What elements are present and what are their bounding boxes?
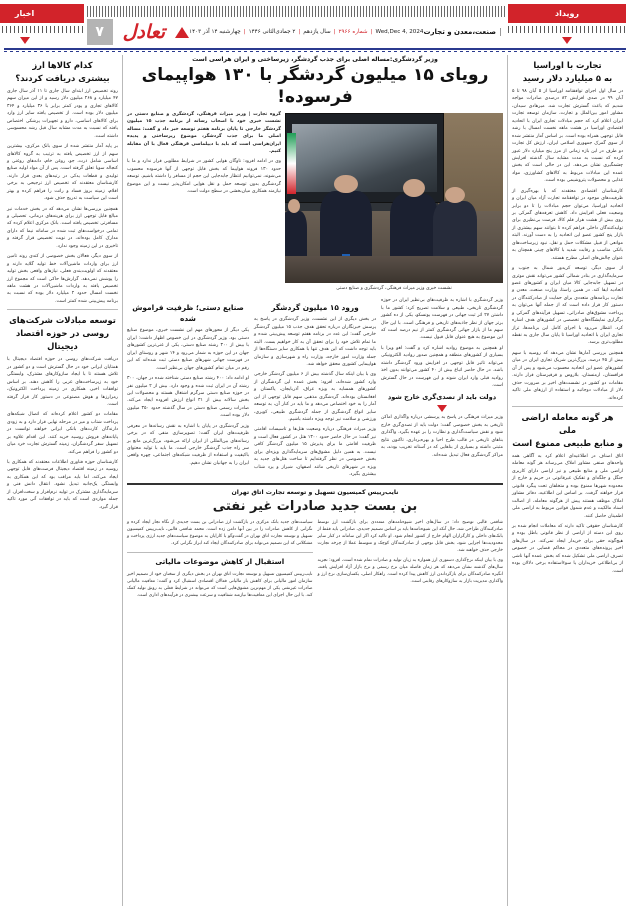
right-sidebar-column [509, 55, 626, 906]
page-content [0, 52, 630, 906]
gregorian-date: Wed,Dec 4, 2024 [375, 29, 424, 36]
issue-number: شماره ۲۹۶۶ [338, 29, 368, 36]
masthead-left-flag [0, 4, 84, 46]
left-ruler-decoration [0, 23, 84, 36]
right-body-4: همچنین بررسی آمارها نشان می‌دهد که روسیه با سهم بیش از ۴۵ درصد، بزرگ‌ترین شریک تجاری ایران در میان کشورهای عضو این اتحادیه محسوب می‌شود و پس از آن قزاقستان، ارمنستان، بلاروس و قرقیزستان قرار دارند. مقامات دو کشور در نشست‌های اخیر بر ضرورت حذف دلار از مبادلات دوجانبه و استفاده از ارزهای ملی تاکید کرده‌اند. [512, 350, 623, 401]
right-section2-body: اتاق اصناف در اطلاعیه‌ای اعلام کرد به آگاهی همه واحدهای صنفی مشاور املاک می‌رساند هر گونه معامله اراضی ملی و منابع طبیعی و نیز اراضی دارای کاربری جنگل و جلگه‌ای و تفکیک غیرقانونی در حریم و خارج از محدوده شهرها ممنوع بوده و متخلفان تحت پیگرد قانونی قرار خواهند گرفت. بر اساس این اطلاعیه، دفاتر مشاور املاک موظف هستند پیش از هرگونه معامله، از اصالت اسناد مالکیت و عدم شمول قوانین مربوط به اراضی ملی اطمینان حاصل کنند. [512, 454, 623, 519]
bottom-sub-p: نایب‌رییس کمیسیون تسهیل و توسعه تجارت اتاق تهران در بخش دیگری از سخنان خود از تصمیم اخیر سازمان امور مالیاتی برای کاهش بار مالیاتی فعالان اقتصادی استقبال کرد و گفت: معافیت مالیاتی صادرات غیرنفتی یکی از مهم‌ترین مشوق‌هایی است که می‌تواند در شرایط فعلی به رونق تولید کمک کند. با این حال اجرای این معافیت‌ها نیازمند شفافیت و سرعت بیشتری در فرآیندهای اداری است. [127, 571, 313, 598]
year-label: سال یازدهم [303, 29, 331, 36]
main-col3-head: صنایع دستی؛ ظرفیت فراموش شده [132, 303, 244, 324]
main-col1-p1: وی در ادامه افزود: ناوگان هوایی کشور در شرایط مطلوبی قرار ندارد و ما با حدود ۱۳۰ فروند هواپیما که بخش قابل توجهی از آنها فرسوده محسوب می‌شوند، نمی‌توانیم انتظار جابه‌جایی این حجم از مسافر را داشته باشیم. توسعه گردشگری بدون توسعه حمل و نقل هوایی امکان‌پذیر نیست و این موضوع نیازمند همکاری میان‌بخشی در سطح دولت است. [127, 159, 281, 195]
bottom-p2: شافعی قالبی توضیح داد: در سال‌های اخیر شیوه‌نامه‌های متعددی برای بازگشت ارز توسط صادرکنندگان طراحی شد، حال آنکه این شیوه‌نامه‌ها باید بر اساس تصمیم جدیدی، صادراتی باید فقط از بانک‌های داخلی و کارگزاران الهام خارج از کشور انجام شود. او تاکید کرد اگر این سامانه در کنار سایر محدودیت‌ها اجرایی شود، بخش قابل توجهی از صادرکنندگان کوچک و متوسط عملا از چرخه تجارت خارجی حذف خواهند شد. [317, 519, 503, 553]
photo-table [285, 256, 503, 283]
main-col2-head: ورود ۱۵ میلیون گردشگر [271, 303, 359, 313]
meta-separator-3: | [298, 29, 301, 36]
persian-date: چهارشنبه ۱۴ آذر ۱۴۰۳ [189, 29, 241, 36]
main-col3-p1: یکی دیگر از محورهای مهم این نشست خبری، موضوع صنایع دستی بود. وزیر گردشگری در این خصوص اظهار داشت: ایران با بیش از ۳۰۰ رشته صنایع دستی، یکی از غنی‌ترین کشورهای جهان در این حوزه به شمار می‌رود و ۱۴ شهر و روستای ایران در فهرست جهانی شهرهای صنایع دستی ثبت شده‌اند که این رقم در میان تمام کشورهای جهان بی‌نظیر است. [127, 328, 249, 371]
main-column [124, 55, 506, 906]
photo-flag-icon [287, 133, 296, 194]
center-triangle-icon [175, 27, 189, 38]
bottom-headline: بن بست جدید صادرات غیر نفتی [212, 498, 418, 514]
main-col3-p2: او ادامه داد: ۴۰۰ رشته صنایع دستی شناخته شده در جهان، ۳۰۰ رشته آن در ایران ثبت شده و وجود دارد. بیش از ۲ میلیون نفر در حوزه صنایع دستی سرگرم اشتغال هستند و محصولات این بخش سالانه بیش از ۳۱ انواع ارزش افزوده ایجاد می‌کند. صادرات رسمی صنایع دستی در سال گذشته حدود ۳۵۰ میلیون دلار بوده است. [127, 376, 249, 419]
left-flag-label: اخبار [0, 4, 84, 23]
bottom-kicker: نایب‌رییس کمیسیون تسهیل و توسعه تجارت اتاق تهران [231, 488, 399, 496]
bottom-sub-head: استقبال از کاهش موضوعات مالیاتی [127, 552, 313, 568]
meta-separator-4: | [243, 29, 246, 36]
divider-right [507, 55, 508, 906]
masthead-rule [4, 48, 626, 50]
hijri-date: ۲ جمادی‌الثانی ۱۴۴۶ [248, 29, 296, 36]
left-body-7: کارشناسان حوزه فناوری اطلاعات معتقدند که همکاری با روسیه در زمینه اقتصاد دیجیتال فرصت‌های قابل توجهی ایجاد می‌کند، اما باید مراقب بود که این همکاری به وابستگی یک‌جانبه تبدیل نشود. انتقال دانش فنی و سرمایه‌گذاری مشترک در تولید نرم‌افزار و سخت‌افزار، از جمله مواردی است که باید در توافقات آتی مورد تاکید قرار گیرد. [7, 460, 118, 510]
main-photo [285, 113, 503, 283]
meta-separator-2: | [333, 29, 336, 36]
masthead-right-flag [508, 4, 626, 46]
right-section2-headline: هر گونه معامله اراضی ملی و منابع طبیعی ممنوع است [512, 411, 623, 448]
left-body-1: روند تخصیص ارز ابتدای سال جاری تا ۱۱ آذر سال جاری ۴۷ میلیارد و ۲۶۸ میلیون دلار رسید و از این میزان سهم کالاهای تجاری و پودر کمتر برابر با ۳۶ میلیارد و ۳۶۴ میلیون دلار بوده است. از تخصیص یافته سایر ارز وارد برای کالاهای اساسی، دارو و تجهیزات پزشکی اختصاص یافته که نسبت به مدت مشابه سال قبل رشد محسوسی داشته است. [7, 89, 118, 139]
masthead-row [87, 19, 505, 46]
right-triangle-icon [562, 37, 572, 44]
main-col2-p2: وی با بیان اینکه سال گذشته بیش از ۶ میلیون گردشگر خارجی وارد کشور شده‌اند، افزود: بخش عمده این گردشگران از کشورهای همسایه به ویژه عراق، آذربایجان، پاکستان و افغانستان بوده‌اند. گردشگری مذهبی سهم قابل توجهی از این آمار را به خود اختصاص می‌دهد و ما باید در کنار آن، به توسعه سایر انواع گردشگری از جمله گردشگری طبیعی، کویری، ورزشی و سلامت نیز توجه ویژه داشته باشیم. [254, 372, 376, 423]
right-section2-body2: کارشناسان حقوقی تاکید دارند که معاملات انجام شده بر روی این دسته از اراضی از نظر قانونی باطل بوده و هیچ‌گونه حقی برای خریدار ایجاد نمی‌کند. در سال‌های اخیر پرونده‌های متعددی در محاکم قضایی در خصوص تصرف اراضی ملی تشکیل شده که بخش عمده آنها ناشی از بی‌اطلاعی خریداران یا سوءاستفاده برخی دلالان بوده است. [512, 523, 623, 574]
main-col1-p2: وزیر گردشگری با اشاره به ظرفیت‌های بی‌نظیر ایران در حوزه گردشگری تاریخی، طبیعی و سلامت تصریح کرد: کشور ما با داشتن ۲۷ اثر ثبت جهانی در فهرست یونسکو، یکی از ده کشور برتر جهان از نظر جاذبه‌های تاریخی و فرهنگی است. با این حال سهم ما از بازار جهانی گردشگری کمتر از نیم درصد است که این موضوع به هیچ عنوان قابل قبول نیست. [381, 298, 503, 341]
page-number-box: ۷ [87, 19, 113, 45]
main-note-body: وزیر میراث فرهنگی در پاسخ به پرسشی درباره واگذاری اماکن تاریخی به بخش خصوصی گفت: دولت باید از تصدی‌گری خارج شود و نقش سیاست‌گذاری و نظارت را بر عهده بگیرد. واگذاری بناهای تاریخی در قالب طرح احیا و بهره‌برداری، تاکنون نتایج مثبتی داشته و بسیاری از بناهایی که در آستانه تخریب بودند، به مراکز گردشگری فعال تبدیل شده‌اند. [381, 415, 503, 458]
left-head-1: کدام کالاها ارز بیشتری دریافت کردند؟ [15, 60, 110, 84]
newspaper-logo: تعادل [122, 21, 166, 44]
bottom-story-rule [127, 483, 503, 485]
left-head-2: توسعه مبادلات شرکت‌های روسی در حوزه اقتصاد دیجیتال [9, 315, 116, 352]
right-flag-label: رویداد [508, 4, 626, 23]
left-body-3: همچنین بررسی‌ها نشان می‌دهد که در بخش خدمات نیز مبالغ قابل توجهی ارز برای هزینه‌های درمانی، تحصیلی و مسافرتی تخصیص یافته است. بانک مرکزی اعلام کرده که تمامی درخواست‌های ثبت شده در سامانه نیما که دارای مدارک کامل بوده‌اند، در نوبت تخصیص قرار گرفته و تاخیری در این زمینه وجود ندارد. [7, 206, 118, 249]
right-ruler-decoration [508, 23, 626, 36]
right-divider [512, 406, 623, 407]
right-body-3: از سوی دیگر، توسعه کریدور شمال به جنوب و سرمایه‌گذاری در بنادر شمالی کشور می‌تواند نقش موثری در تسهیل جابه‌جایی کالا میان ایران و کشورهای عضو اتحادیه ایفا کند. در همین راستا، وزارت صنعت، معدن و تجارت برنامه‌های متعددی برای حمایت از صادرکنندگان در دستور کار قرار داده است که از جمله آنها می‌توان به پرداخت مشوق‌های صادراتی، تسهیل فرآیندهای گمرکی و برگزاری نمایشگاه‌های تخصصی در کشورهای هدف اشاره کرد. انتظار می‌رود با اجرای کامل این برنامه‌ها، تراز تجاری ایران با اتحادیه اوراسیا تا پایان سال جاری به نقطه مطلوب‌تری برسد. [512, 266, 623, 346]
section-label: صنعت،معدن و تجارت [423, 28, 501, 36]
right-body-2: کارشناسان اقتصادی معتقدند که با بهره‌گیری از ظرفیت‌های موجود در توافقنامه تجارت آزاد میان ایران و اتحادیه اوراسیا، می‌توان حجم مبادلات را تا دو برابر وضعیت فعلی افزایش داد. کاهش تعرفه‌های گمرکی بر روی بیش از هشت هزار قلم کالا، فرصت بی‌نظیری برای تولیدکنندگان داخلی فراهم کرده تا بتوانند سهم بیشتری از بازار پنج کشور عضو این اتحادیه را به دست آورند. البته موانعی از قبیل مشکلات حمل و نقل، نبود زیرساخت‌های بانکی مناسب و رقابت شدید با کالاهای چینی همچنان به عنوان چالش‌های اصلی مطرح هستند. [512, 188, 623, 261]
bottom-p3: وی با بیان اینکه نرخ‌گذاری دستوری ارز همواره به زیان تولید و صادرات تمام شده است، افزود: تجربه سال‌های گذشته نشان می‌دهد که هر زمان فاصله میان نرخ رسمی و نرخ بازار آزاد افزایش یافته، انگیزه صادرکنندگان برای بازگرداندن ارز کاهش پیدا کرده است. راهکار اصلی، یکسان‌سازی نرخ ارز و واگذاری مدیریت بازار به سازوکارهای رقابتی است. [317, 557, 503, 585]
left-body-2: بر پایه آمار منتشر شده از سوی بانک مرکزی، بیشترین سهم از ارز تخصیص یافته به ترتیب به گروه کالاهای اساسی شامل ذرت، جو، روغن خام، دانه‌های روغنی و کنجاله سویا تعلق گرفته است. پس از آن مواد اولیه صنایع تولیدی و قطعات یدکی در رتبه‌های بعدی قرار دارند. کارشناسان معتقدند که تخصیص ارز ترجیحی به برخی اقلام، زمینه بروز فساد و رانت را فراهم کرده و بهتر است این سیاست به تدریج حذف شود. [7, 144, 118, 202]
divider-left [122, 55, 123, 906]
photo-caption: نشست خبری وزیر میراث فرهنگی، گردشگری و صنایع دستی [336, 285, 452, 291]
main-col1-p3: او همچنین به موضوع روادید اشاره کرد و گفت: لغو ویزا با بسیاری از کشورهای منطقه و همچنین صدور روادید الکترونیکی می‌تواند تاثیر قابل توجهی در افزایش ورود گردشگر داشته باشد. در حال حاضر اتباع بیش از ۴۰ کشور می‌توانند بدون اخذ روادید قبلی وارد ایران شوند و این فهرست در حال گسترش است. [381, 345, 503, 389]
right-lead-headline: تجارت با اوراسیا به ۵ میلیارد دلار رسید [522, 60, 613, 84]
left-body-5: دریافت شرکت‌های روسی در حوزه اقتصاد دیجیتال با همتایان ایرانی خود در حال گسترش است و دو کشور در تلاش هستند تا با ایجاد سازوکارهای مشترک، وابستگی خود به زیرساخت‌های غربی را کاهش دهند. بر اساس توافقات اخیر، همکاری در زمینه پرداخت الکترونیک، رمزارزها و هوش مصنوعی در دستور کار قرار گرفته است. [7, 357, 118, 407]
main-note-head: دولت باید از تصدی‌گری خارج شود [387, 393, 497, 402]
left-body-4: از سوی دیگر، فعالان بخش خصوصی از کندی روند تامین ارز برای واردات ماشین‌آلات خط تولید گلایه دارند و معتقدند که اولویت‌بندی فعلی، نیازهای واقعی بخش تولید را پوشش نمی‌دهد. گزارش‌ها حاکی است که مجموع ارز تخصیص یافته به واردات ماشین‌آلات در هشت ماهه نخست امسال حدود ۲ میلیارد دلار بوده که نسبت به برنامه پیش‌بینی شده کمتر است. [7, 254, 118, 304]
center-ruler-decoration [87, 4, 505, 19]
left-sidebar-column [4, 55, 121, 906]
masthead [0, 0, 630, 46]
left-body-6: مقامات دو کشور اعلام کرده‌اند که اتصال شبکه‌های پرداخت شتاب و میر در مرحله نهایی قرار دارد و به زودی دارندگان کارت‌های بانکی ایرانی خواهند توانست در پایانه‌های فروش روسیه خرید کنند. این اقدام علاوه بر تسهیل سفر گردشگران، زمینه گسترش تجارت خرد میان دو کشور را فراهم می‌کند. [7, 412, 118, 455]
masthead-center [87, 4, 505, 46]
bottom-p1: سیاست‌های جدید بانک مرکزی در بازگشت ارز صادراتی بن بست جدیدی از نگاه تجار ایجاد کرده و نگرانی از کاهش صادرات را در بین آنها دامن زده است. محمد شافعی قالبی، نایب‌رییس کمیسیون تسهیل و توسعه تجارت اتاق تهران در گفت‌وگو با کارایان به موضوع سیاست‌های جدید ارزی پرداخت و مشکلاتی که این تصمیم می‌تواند برای صادرکنندگان ایجاد کند ابراز نگرانی کرد. [127, 519, 313, 546]
main-kicker: وزیر گردشگری:مساله اصلی برای جذب گردشگر، زیرساختی و ایران هراسی است [192, 56, 438, 63]
main-headline: رویای ۱۵ میلیون گردشگر با ۱۳۰ هواپیمای فرسوده! [141, 65, 489, 107]
main-lead: گروه تجارت | وزیر میراث فرهنگی، گردشگری و صنایع دستی در نشست خبری خود با اصحاب رسانه از برنامه جذب ۱۵ میلیون گردشگر خارجی تا پایان برنامه هفتم توسعه خبر داد و گفت: مساله اصلی ما برای جذب گردشگر، موضوع زیرساختی و پدیده ایران‌هراسی است که باید با دیپلماسی فرهنگی فعال با آن مقابله کنیم. [127, 111, 281, 154]
main-col2-p3: وزیر میراث فرهنگی درباره وضعیت هتل‌ها و تاسیسات اقامتی نیز گفت: در حال حاضر حدود ۱۳۰۰ هتل در کشور فعال است و ظرفیت اقامتی ما برای پذیرش ۱۵ میلیون گردشگر کافی نیست. به همین دلیل مشوق‌های سرمایه‌گذاری ویژه‌ای برای بخش خصوصی در نظر گرفته‌ایم تا ساخت هتل‌های جدید به ویژه در شهرهای تاریخی مانند اصفهان، شیراز و یزد شتاب بیشتری بگیرد. [254, 427, 376, 478]
note-triangle-icon [437, 405, 447, 412]
left-divider [7, 309, 118, 310]
meta-separator-1: | [370, 29, 373, 36]
masthead-meta [189, 29, 423, 35]
left-triangle-icon [20, 37, 30, 44]
main-col3-p3: وزیر گردشگری در پایان با اشاره به نقش رسانه‌ها در معرفی ظرفیت‌های ایران گفت: تصویرسازی منفی که در برخی رسانه‌های بین‌المللی از ایران ارائه می‌شود، بزرگ‌ترین مانع بر سر راه جذب گردشگر خارجی است. ما باید با تولید محتوای باکیفیت و استفاده از ظرفیت شبکه‌های اجتماعی، چهره واقعی ایران را به جهانیان نشان دهیم. [127, 423, 249, 466]
main-col2-p1: در بخش دیگری از این نشست، وزیر گردشگری در پاسخ به پرسش خبرنگاران درباره تحقق هدف جذب ۱۵ میلیون گردشگر خارجی گفت: این عدد در برنامه هفتم توسعه پیش‌بینی شده و ما تمام تلاش خود را برای تحقق آن به کار خواهیم بست. البته باید توجه داشت که این هدف تنها با همکاری سایر دستگاه‌ها از جمله وزارت امور خارجه، وزارت راه و شهرسازی و سازمان هواپیمایی کشوری محقق خواهد شد. [254, 317, 376, 367]
right-lead-body: در سال اول اجرای توافقنامه اوراسیا از ۵ آبان ۹۸ تا ۵ آبان ۹۹ در صدی افزایش ۸۲ درصدی صادرات مواجه شدیم که باعث گسترش تجارت شد. میرهادی سیدان، مشاور امور بین‌الملل و تجارت، سازمان توسعه تجارت ایران اعلام کرد که حجم مبادلات تجاری ایران با اتحادیه اقتصادی اوراسیا در هشت ماهه نخست امسال با رشد قابل توجهی همراه بوده است. بر اساس آمار منتشر شده از سوی گمرک جمهوری اسلامی ایران، ارزش کل تجارت دو طرف در این بازه زمانی از مرز پنج میلیارد دلار عبور کرده که نسبت به مدت مشابه سال گذشته افزایش چشمگیری نشان می‌دهد. این در حالی است که بخش عمده این مبادلات مربوط به کالاهای کشاورزی، مواد غذایی و محصولات پتروشیمی بوده است. [512, 89, 624, 184]
